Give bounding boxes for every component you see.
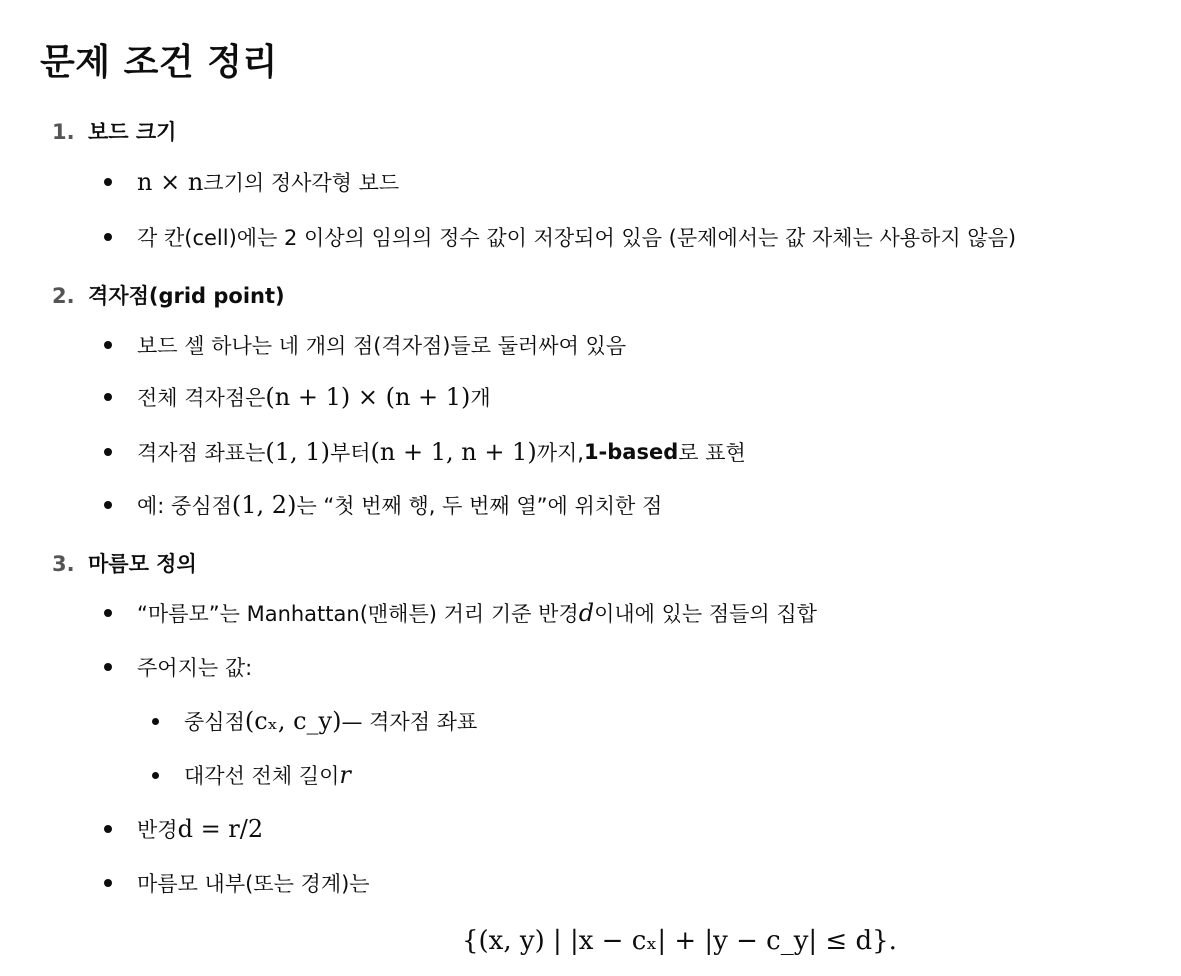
list-item xyxy=(104,490,662,520)
list-item-nested xyxy=(152,760,351,790)
item-text: 반경 xyxy=(137,818,178,842)
item-text: “마름모”는 Manhattan(맨해튼) 거리 기준 반경 xyxy=(137,602,579,626)
math-inline: r xyxy=(339,761,351,789)
section-title: 마름모 정의 xyxy=(88,552,197,576)
item-text: 로 표현 xyxy=(678,441,746,465)
list-item xyxy=(104,167,399,197)
item-text: 마름모 내부(또는 경계)는 xyxy=(137,872,370,896)
section-number: 2. xyxy=(52,284,75,308)
math-inline: (1, 2) xyxy=(231,491,297,519)
math-inline: (n + 1, n + 1) xyxy=(370,438,537,466)
math-inline: (cₓ, c_y) xyxy=(244,707,342,735)
math-inline: n × n xyxy=(137,168,204,196)
section-number: 3. xyxy=(52,552,75,576)
list-item xyxy=(104,222,1016,252)
bullet-icon xyxy=(104,879,112,887)
math-inline: (n + 1) × (n + 1) xyxy=(265,383,471,411)
bullet-icon xyxy=(152,718,159,725)
list-item xyxy=(104,437,746,467)
item-text: — 격자점 좌표 xyxy=(341,710,478,734)
item-text: 부터 xyxy=(329,441,371,465)
section-title: 보드 크기 xyxy=(88,120,177,144)
list-item xyxy=(104,598,817,628)
bullet-icon xyxy=(104,233,112,241)
page-title: 문제 조건 정리 xyxy=(40,42,278,83)
list-item xyxy=(104,814,263,844)
item-text: 는 “첫 번째 행, 두 번째 열”에 위치한 점 xyxy=(296,494,663,518)
section-heading-1 xyxy=(52,116,176,146)
item-text: 개 xyxy=(470,386,491,410)
item-text: 보드 셀 하나는 네 개의 점(격자점)들로 둘러싸여 있음 xyxy=(137,334,627,358)
bullet-icon xyxy=(104,178,112,186)
bullet-icon xyxy=(104,825,112,833)
item-text: 까지, xyxy=(536,441,584,465)
list-item xyxy=(104,868,370,898)
section-title: 격자점(grid point) xyxy=(88,284,285,308)
list-item xyxy=(104,330,626,360)
item-text: 격자점 좌표는 xyxy=(137,441,266,465)
math-inline: d = r/2 xyxy=(177,815,264,843)
bullet-icon xyxy=(104,501,112,509)
section-heading-2 xyxy=(52,280,285,310)
item-text: 주어지는 값: xyxy=(137,656,253,680)
bullet-icon xyxy=(104,341,112,349)
item-text: 각 칸(cell)에는 2 이상의 임의의 정수 값이 저장되어 있음 (문제에서는 값 자체는 사용하지 않음) xyxy=(137,226,1017,250)
bullet-icon xyxy=(152,772,159,779)
section-heading-3 xyxy=(52,548,197,578)
item-text: 크기의 정사각형 보드 xyxy=(203,171,400,195)
bullet-icon xyxy=(104,609,112,617)
list-item xyxy=(104,382,491,412)
section-number: 1. xyxy=(52,120,75,144)
math-inline: d xyxy=(578,599,595,627)
math-inline: (1, 1) xyxy=(265,438,330,466)
list-item-nested xyxy=(152,706,477,736)
item-text: 이내에 있는 점들의 집합 xyxy=(594,602,817,626)
list-item xyxy=(104,652,252,682)
bold-text: 1-based xyxy=(583,440,679,464)
item-text: 전체 격자점은 xyxy=(137,386,266,410)
math-display: {(x, y) | |x − cₓ| + |y − c_y| ≤ d}. xyxy=(462,926,897,956)
bullet-icon xyxy=(104,448,112,456)
item-text: 대각선 전체 길이 xyxy=(184,764,340,788)
bullet-icon xyxy=(104,663,112,671)
bullet-icon xyxy=(104,393,112,401)
item-text: 중심점 xyxy=(184,710,245,734)
item-text: 예: 중심점 xyxy=(137,494,232,518)
